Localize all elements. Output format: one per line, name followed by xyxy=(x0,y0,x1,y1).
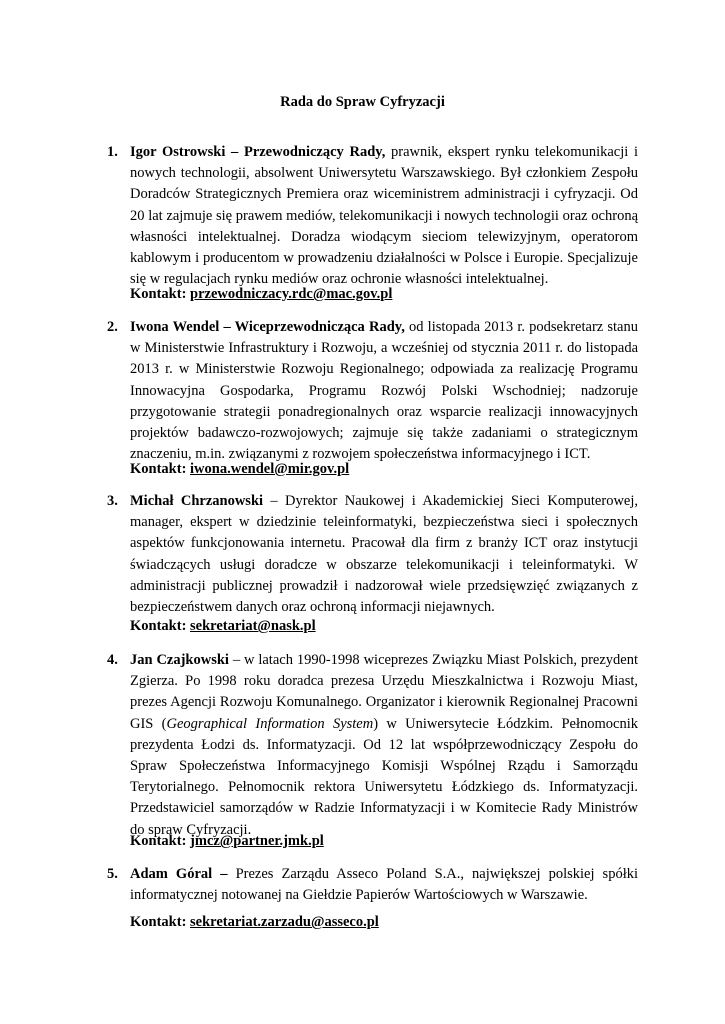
member-bio-part: ) w Uniwersytecie Łódzkim. Pełnomocnik prezydenta Łodzi ds. Informatyzacji. Od 12 lat współprzewodniczący Zespołu do Spraw Społeczeństwa Informacyjnego Komisji Wspólnej Rządu i Samorządu Terytorialnego. Pełnomocnik rektora Uniwersytetu Łódzkiego ds. Informatyzacji. Przedstawiciel samorządów w Radzie Informatyzacji i w Komitecie Rady Ministrów do spraw Cyfryzacji. xyxy=(130,715,638,838)
member-name: Michał Chrzanowski xyxy=(130,493,264,509)
contact-line xyxy=(130,284,392,304)
contact-email-link[interactable]: przewodniczacy.rdc@mac.gov.pl xyxy=(190,286,393,302)
contact-email-link[interactable]: sekretariat@nask.pl xyxy=(190,618,316,634)
contact-line xyxy=(130,831,324,851)
list-number: 1. xyxy=(107,144,118,160)
contact-line xyxy=(130,459,349,479)
list-number: 4. xyxy=(107,652,118,668)
member-bio: – Dyrektor Naukowej i Akademickiej Sieci Komputerowej, manager, ekspert w dziedzinie teleinformatyki, bezpieczeństwa sieci i społecznych aspektów funkcjonowania internetu. Pracował dla firm z branży ICT oraz instytucji świadczących usługi doradcze w obszarze telekomunikacji i teleinformatyki. W administracji publicznej prowadził i nadzorował wiele przedsięwzięć związanych z bezpieczeństwem danych oraz ochroną informacji niejawnych. xyxy=(130,493,638,616)
contact-label: Kontakt: xyxy=(130,618,187,634)
contact-line xyxy=(130,912,379,932)
contact-label: Kontakt: xyxy=(130,286,187,302)
member-name: Igor Ostrowski – Przewodniczący Rady, xyxy=(130,144,386,160)
member-description xyxy=(130,491,638,618)
member-description xyxy=(130,142,638,290)
page-title: Rada do Spraw Cyfryzacji xyxy=(280,94,445,110)
member-name: Adam Góral – xyxy=(130,866,228,882)
member-bio: prawnik, ekspert rynku telekomunikacji i nowych technologii, absolwent Uniwersytetu Warszawskiego. Był członkiem Zespołu Doradców Strategicznych Premiera oraz wiceministrem administracji i cyfryzacji. Od 20 lat zajmuje się prawem mediów, telekomunikacji i nowych technologii oraz ochroną własności intelektualnej. Doradza wiodącym sieciom telewizyjnym, operatorom kablowym i producentom w prowadzeniu działalności w Polsce i Europie. Specjalizuje się w regulacjach rynku mediów oraz ochronie własności intelektualnej. xyxy=(130,144,638,288)
member-description xyxy=(130,864,638,906)
member-bio-italic: Geographical Information System xyxy=(166,715,374,732)
contact-label: Kontakt: xyxy=(130,914,187,930)
list-number: 3. xyxy=(107,493,118,509)
member-name: Iwona Wendel – Wiceprzewodnicząca Rady, xyxy=(130,319,405,335)
contact-email-link[interactable]: sekretariat.zarzadu@asseco.pl xyxy=(190,914,379,930)
contact-email-link[interactable]: iwona.wendel@mir.gov.pl xyxy=(190,461,350,477)
contact-line xyxy=(130,616,316,636)
member-name: Jan Czajkowski xyxy=(130,652,229,668)
member-bio: od listopada 2013 r. podsekretarz stanu w Ministerstwie Infrastruktury i Rozwoju, a wcześniej od stycznia 2011 r. do listopada 2013 r. w Ministerstwie Rozwoju Regionalnego; odpowiada za realizację Programu Innowacyjna Gospodarka, Programu Rozwój Polski Wschodniej; nadzoruje przygotowanie strategii ponadregionalnych oraz wsparcie realizacji innowacyjnych projektów badawczo-rozwojowych; zajmuje się także zadaniami o strategicznym znaczeniu, m.in. związanymi z rozwojem społeczeństwa informacyjnego i ICT. xyxy=(130,319,638,463)
member-bio: Prezes Zarządu Asseco Poland S.A., największej polskiej spółki informatycznej notowanej na Giełdzie Papierów Wartościowych w Warszawie. xyxy=(130,866,639,904)
contact-label: Kontakt: xyxy=(130,833,187,849)
list-number: 2. xyxy=(107,319,118,335)
member-description xyxy=(130,317,638,465)
contact-label: Kontakt: xyxy=(130,461,187,477)
contact-email-link[interactable]: jmcz@partner.jmk.pl xyxy=(190,833,324,849)
list-number: 5. xyxy=(107,866,118,882)
member-bio-part: – w latach 1990-1998 wiceprezes Związku Miast Polskich, prezydent Zgierza. Po 1998 roku doradca prezesa Urzędu Mieszkalnictwa i Rozwoju Miast, prezes Agencji Rozwoju Komunalnego. Organizator i kierownik Regionalnej Pracowni GIS ( xyxy=(130,652,639,732)
member-description xyxy=(130,650,638,841)
